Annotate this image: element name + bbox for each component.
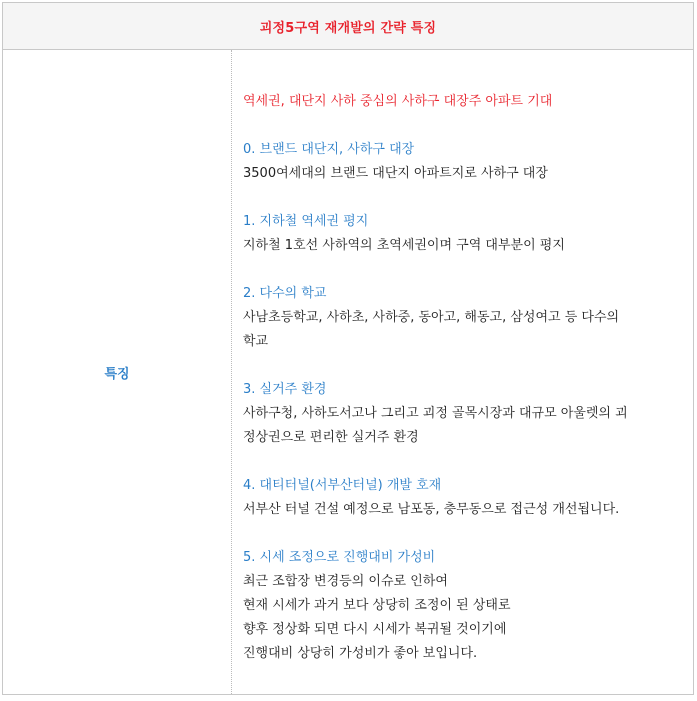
section-text: 향후 정상화 되면 다시 시세가 복귀될 것이기에 [243,622,507,637]
table-title: 괴정5구역 재개발의 간략 특징 [259,20,437,36]
section-text: 서부산 터널 건설 예정으로 남포동, 충무동으로 접근성 개선됩니다. [243,502,620,517]
feature-section [243,210,685,258]
section-text: 진행대비 상당히 가성비가 좋아 보입니다. [243,646,478,661]
section-text: 지하철 1호선 사하역의 초역세권이며 구역 대부분이 평지 [243,238,565,253]
content-cell [232,50,693,694]
feature-table [2,2,694,695]
table-header [3,3,693,50]
row-label: 특징 [104,366,130,382]
section-title: 0. 브랜드 대단지, 사하구 대장 [243,142,415,157]
section-text: 학교 [243,334,269,349]
section-text: 3500여세대의 브랜드 대단지 아파트지로 사하구 대장 [243,166,548,181]
feature-section [243,546,685,666]
label-cell [3,50,232,694]
section-text: 사남초등학교, 사하초, 사하중, 동아고, 해동고, 삼성여고 등 다수의 [243,310,620,325]
table-body [3,50,693,694]
section-text: 현재 시세가 과거 보다 상당히 조정이 된 상태로 [243,598,511,613]
section-title: 1. 지하철 역세권 평지 [243,214,369,229]
feature-section [243,282,685,354]
section-title: 4. 대티터널(서부산터널) 개발 호재 [243,478,442,493]
feature-sections [243,138,685,666]
section-title: 5. 시세 조정으로 진행대비 가성비 [243,550,436,565]
intro-text: 역세권, 대단지 사하 중심의 사하구 대장주 아파트 기대 [243,94,553,109]
feature-section [243,138,685,186]
section-text: 사하구청, 사하도서고나 그리고 괴정 골목시장과 대규모 아울렛의 괴 [243,406,628,421]
section-text: 정상권으로 편리한 실거주 환경 [243,430,419,445]
section-text: 최근 조합장 변경등의 이슈로 인하여 [243,574,448,589]
feature-section [243,378,685,450]
feature-section [243,474,685,522]
section-title: 3. 실거주 환경 [243,382,327,397]
section-title: 2. 다수의 학교 [243,286,327,301]
